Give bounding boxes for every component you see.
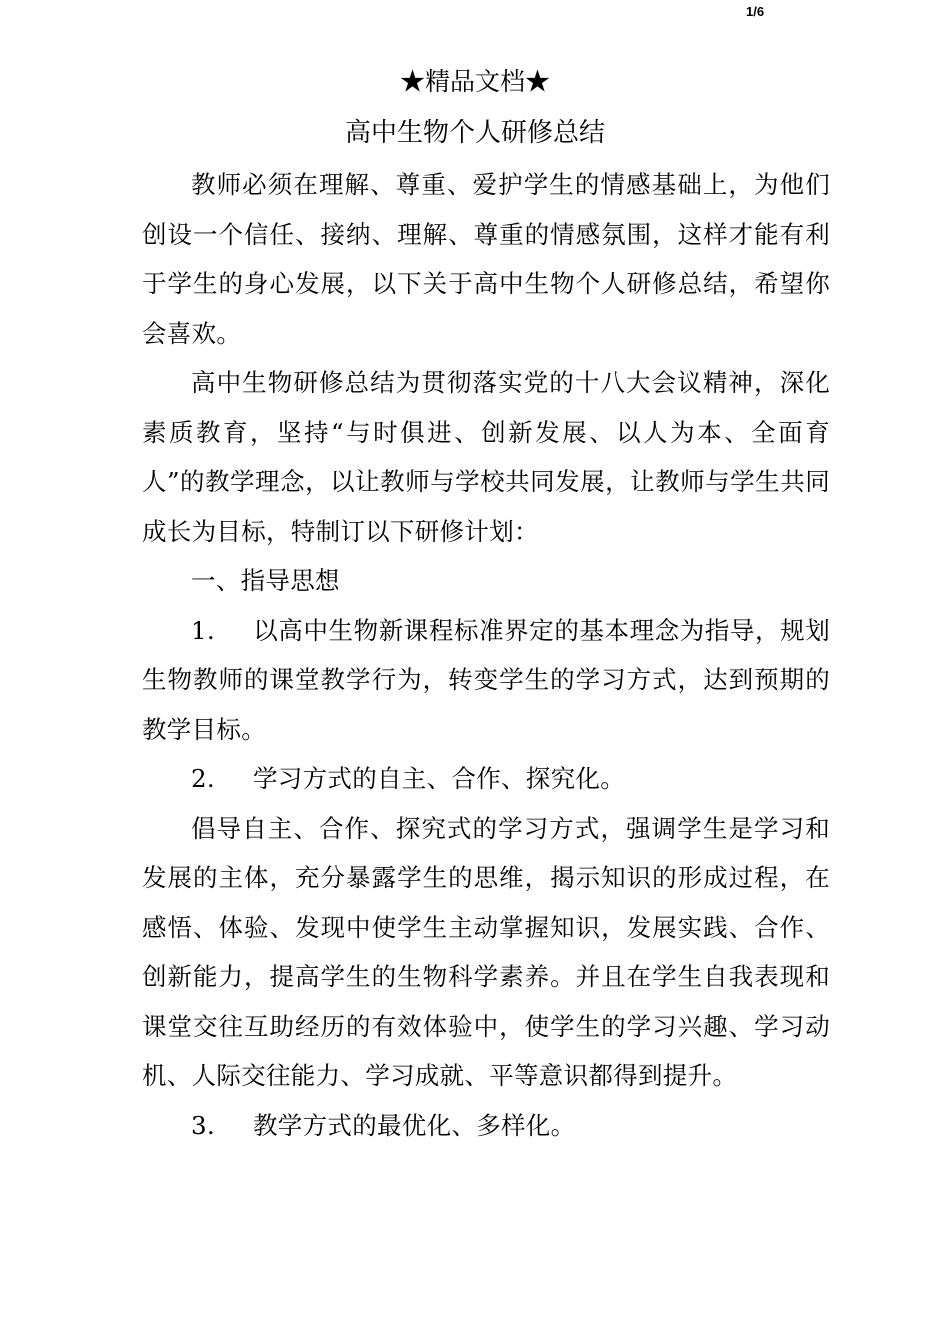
section-heading-guiding-thought: 一、指导思想 bbox=[191, 566, 340, 595]
paragraph-intro: 教师必须在理解、尊重、爱护学生的情感基础上，为他们创设一个信任、接纳、理解、尊重的情感氛围，这样才能有利于学生的身心发展，以下关于高中生物个人研修总结，希望你会喜欢。 bbox=[142, 170, 830, 348]
item-text: 教学方式的最优化、多样化。 bbox=[253, 1110, 576, 1140]
header-banner: ★精品文档★ bbox=[399, 67, 550, 96]
item-number: 1. bbox=[191, 615, 215, 645]
numbered-item-2 bbox=[142, 754, 830, 804]
paragraph-learning-style: 倡导自主、合作、探究式的学习方式，强调学生是学习和发展的主体，充分暴露学生的思维，揭示知识的形成过程，在感悟、体验、发现中使学生主动掌握知识，发展实践、合作、创新能力，提高学生的生物科学素养。并且在学生自我表现和课堂交往互助经历的有效体验中，使学生的学习兴趣、学习动机、人际交往能力、学习成就、平等意识都得到提升。 bbox=[142, 813, 830, 1090]
paragraph-plan: 高中生物研修总结为贯彻落实党的十八大会议精神，深化素质教育，坚持“与时俱进、创新发展、以人为本、全面育人”的教学理念，以让教师与学校共同发展，让教师与学生共同成长为目标，特制订以下研修计划： bbox=[142, 368, 831, 546]
document-title: 高中生物个人研修总结 bbox=[344, 118, 605, 148]
item-text: 以高中生物新课程标准界定的基本理念为指导，规划生物教师的课堂教学行为，转变学生的学习方式，达到预期的教学目标。 bbox=[142, 615, 830, 744]
item-number: 2. bbox=[191, 764, 215, 793]
item-text: 学习方式的自主、合作、探究化。 bbox=[253, 764, 625, 793]
document-body bbox=[142, 160, 830, 1150]
numbered-item-3 bbox=[142, 1101, 830, 1151]
numbered-item-1 bbox=[142, 606, 830, 755]
page-number: 1/6 bbox=[746, 4, 765, 19]
item-number: 3. bbox=[191, 1110, 215, 1140]
